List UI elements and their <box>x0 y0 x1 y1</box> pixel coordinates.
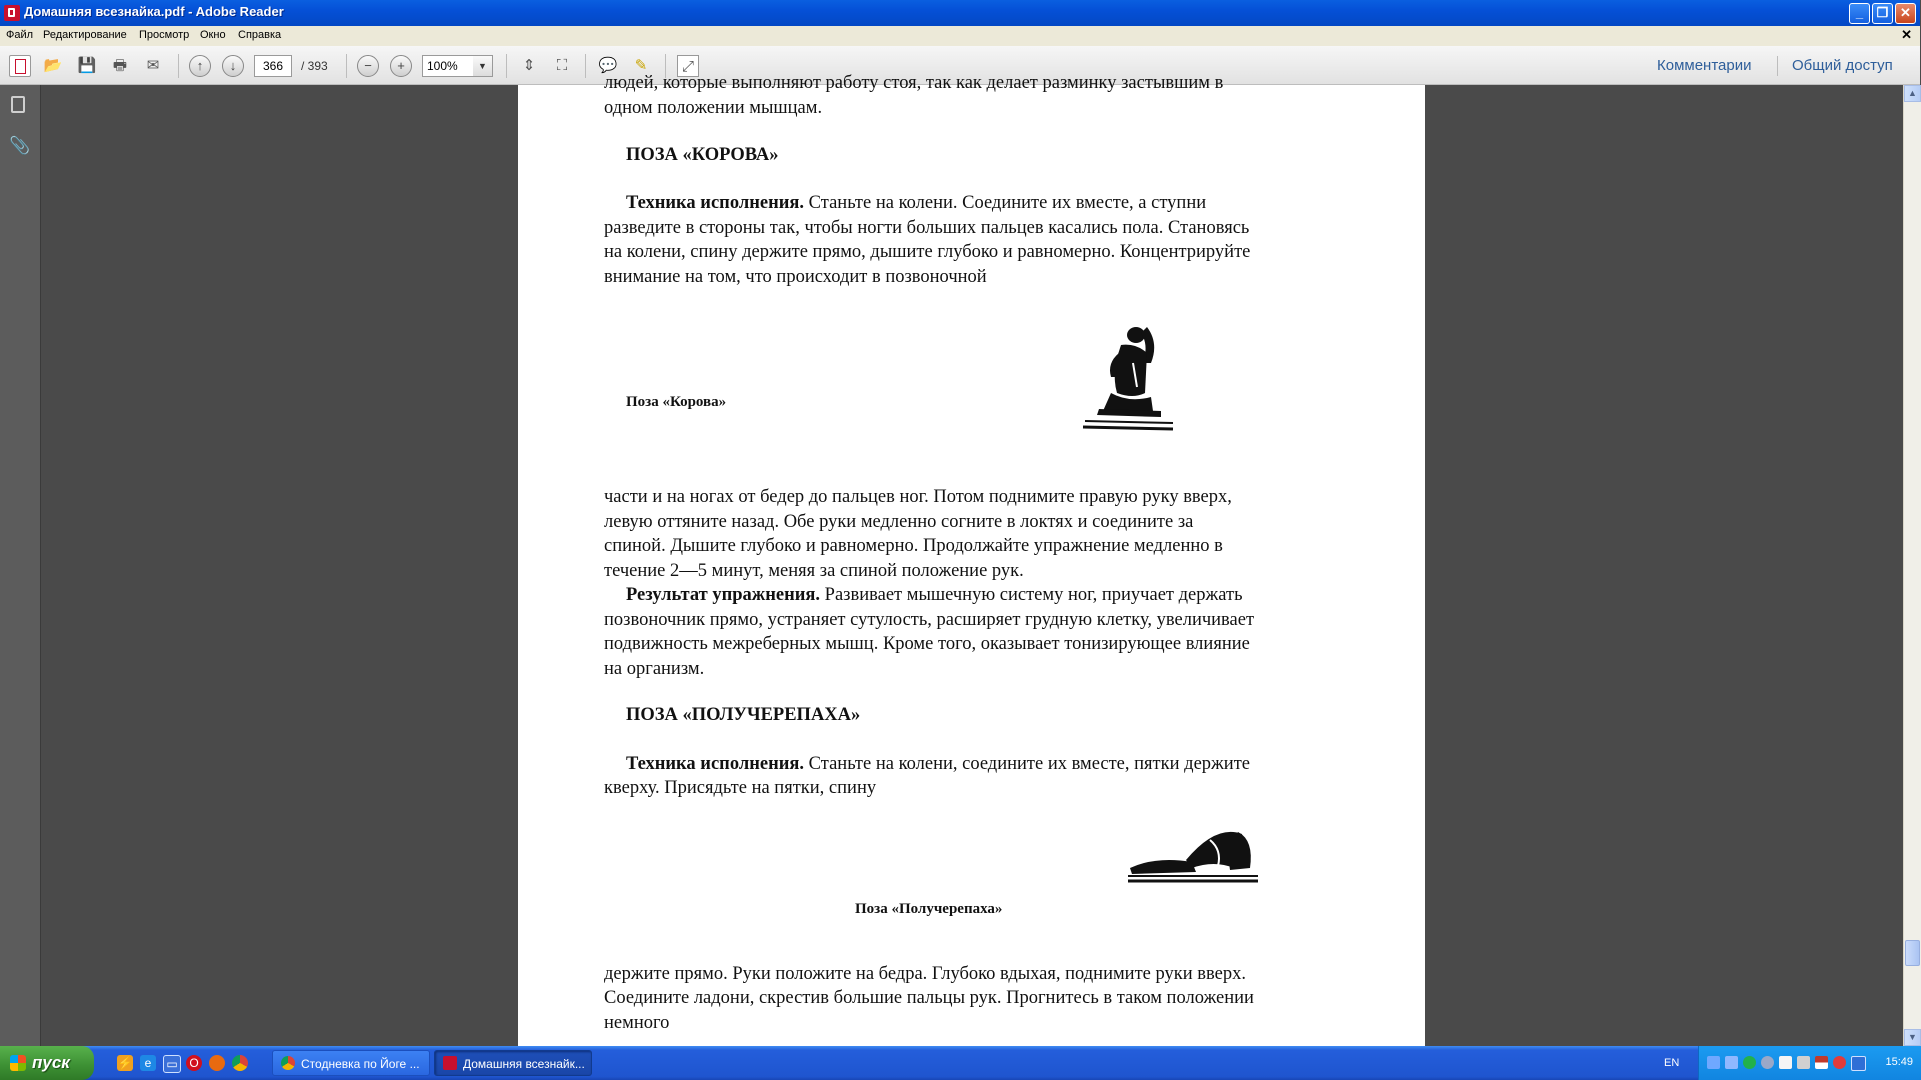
page-total: / 393 <box>301 59 328 73</box>
show-desktop-icon[interactable]: ▭ <box>163 1055 181 1073</box>
open-file-icon[interactable]: 📂 <box>43 57 63 74</box>
fit-page-width-icon[interactable]: ⇕ <box>522 57 536 74</box>
scrollbar-thumb[interactable] <box>1905 940 1920 966</box>
cow-pose-illustration <box>1081 323 1177 433</box>
page-thumbnails-icon[interactable] <box>11 96 25 113</box>
start-button[interactable] <box>0 1046 94 1080</box>
half-turtle-pose-illustration <box>1126 820 1260 884</box>
text-line: кверху. Присядьте на пятки, спину <box>604 778 877 798</box>
menu-bar <box>0 26 1920 47</box>
windows-logo-icon <box>10 1055 26 1071</box>
comments-panel-link[interactable]: Комментарии <box>1657 57 1752 74</box>
chrome-icon <box>281 1056 295 1070</box>
text-line: на организм. <box>604 659 705 679</box>
menu-view[interactable]: Просмотр <box>139 29 190 41</box>
highlight-text-icon[interactable]: ✎ <box>634 57 648 74</box>
sticky-note-comment-icon[interactable]: 💬 <box>598 57 618 74</box>
taskbar-item-browser[interactable] <box>272 1050 430 1076</box>
text-line: внимание на том, что происходит в позвоночной <box>604 267 987 287</box>
firefox-icon[interactable] <box>209 1055 225 1071</box>
internet-explorer-icon[interactable]: e <box>140 1055 156 1071</box>
start-button-label: пуск <box>32 1053 70 1072</box>
text-line: людей, которые выполняют работу стоя, так как делает разминку застывшим в <box>604 73 1224 93</box>
next-page-icon[interactable]: ↓ <box>222 55 244 77</box>
text-line: подвижность межреберных мышц. Кроме того, оказывает тонизирующее влияние <box>604 634 1250 654</box>
scroll-down-arrow-icon[interactable]: ▼ <box>1904 1029 1921 1046</box>
messenger-icon[interactable] <box>1779 1056 1792 1069</box>
zoom-dropdown-chevron-icon[interactable]: ▼ <box>473 55 493 77</box>
text-line: держите прямо. Руки положите на бедра. Глубоко вдыхая, поднимите руки вверх. <box>604 964 1246 984</box>
text-line: немного <box>604 1013 670 1033</box>
title-bar <box>0 0 1920 26</box>
text-line: левую оттяните назад. Обе руки медленно согните в локтях и соедините за <box>604 512 1194 532</box>
technique-label: Техника исполнения. <box>626 193 805 213</box>
vertical-scrollbar[interactable] <box>1903 85 1921 1046</box>
menu-window[interactable]: Окно <box>200 29 226 41</box>
technique-text: Станьте на колени. Соедините их вместе, а ступни <box>804 193 1207 213</box>
toolbar-separator <box>1777 56 1778 76</box>
zoom-level-input[interactable]: 100% <box>422 55 474 77</box>
taskbar-item-label: Домашняя всезнайк... <box>463 1057 585 1071</box>
toolbar-separator <box>346 54 347 78</box>
taskbar-item-adobe-reader[interactable] <box>434 1050 592 1076</box>
section-heading-cow-pose: ПОЗА «КОРОВА» <box>626 145 779 165</box>
fit-whole-page-icon[interactable]: ⛶ <box>556 57 568 74</box>
network-icon[interactable] <box>1707 1056 1720 1069</box>
adobe-reader-app-icon[interactable] <box>4 5 20 21</box>
print-icon[interactable]: 🖶 <box>112 57 128 74</box>
text-line: позвоночник прямо, устраняет сутулость, расширяет грудную клетку, увеличивает <box>604 610 1255 630</box>
window-title: Домашняя всезнайка.pdf - Adobe Reader <box>24 4 284 19</box>
adobe-reader-icon <box>443 1056 457 1070</box>
figure-caption-cow-pose: Поза «Корова» <box>626 394 727 410</box>
taskbar <box>0 1046 1920 1080</box>
flag-icon[interactable] <box>1815 1056 1828 1069</box>
share-panel-link[interactable]: Общий доступ <box>1792 57 1893 74</box>
navigation-pane <box>0 85 41 1046</box>
figure-caption-half-turtle-pose: Поза «Получерепаха» <box>855 901 1003 917</box>
technique-paragraph-first-line <box>604 191 1386 216</box>
previous-page-icon[interactable]: ↑ <box>189 55 211 77</box>
close-button[interactable]: ✕ <box>1895 3 1916 24</box>
section-heading-half-turtle-pose: ПОЗА «ПОЛУЧЕРЕПАХА» <box>626 705 861 725</box>
technique-label: Техника исполнения. <box>626 754 805 774</box>
menu-edit[interactable]: Редактирование <box>43 29 127 41</box>
text-line: на колени, спину держите прямо, дышите глубоко и равномерно. Концентрируйте <box>604 242 1251 262</box>
minimize-button[interactable]: _ <box>1849 3 1870 24</box>
page-number-input[interactable]: 366 <box>254 55 292 77</box>
antivirus-icon[interactable] <box>1743 1056 1756 1069</box>
update-icon[interactable] <box>1761 1056 1774 1069</box>
system-clock[interactable]: 15:49 <box>1885 1056 1913 1068</box>
system-tray <box>1698 1046 1921 1080</box>
quicklaunch-app-icon[interactable]: ⚡ <box>117 1056 133 1070</box>
email-icon[interactable]: ✉ <box>146 57 160 74</box>
volume-icon[interactable] <box>1797 1056 1810 1069</box>
attachments-paperclip-icon[interactable]: 📎 <box>9 136 31 155</box>
result-paragraph-first-line <box>604 583 1386 608</box>
alert-icon[interactable] <box>1833 1056 1846 1069</box>
scroll-up-arrow-icon[interactable]: ▲ <box>1904 85 1921 102</box>
technique-text: Станьте на колени, соедините их вместе, пятки держите <box>804 754 1251 774</box>
text-line: Соедините ладони, скрестив большие пальцы рук. Прогнитесь в таком положении <box>604 988 1254 1008</box>
full-screen-icon[interactable]: ⤢ <box>677 55 699 77</box>
zoom-in-icon[interactable]: + <box>390 55 412 77</box>
chrome-icon[interactable] <box>232 1055 248 1071</box>
text-line: течение 2—5 минут, меняя за спиной положение рук. <box>604 561 1024 581</box>
save-icon[interactable]: 💾 <box>77 57 97 74</box>
text-line: спиной. Дышите глубоко и равномерно. Продолжайте упражнение медленно в <box>604 536 1223 556</box>
menu-file[interactable]: Файл <box>6 29 34 41</box>
opera-icon[interactable]: O <box>186 1055 202 1071</box>
device-icon[interactable] <box>1851 1056 1866 1071</box>
text-line: разведите в стороны так, чтобы ногти больших пальцев касались пола. Становясь <box>604 218 1250 238</box>
taskbar-item-label: Стодневка по Йоге ... <box>301 1057 420 1071</box>
document-viewport[interactable] <box>41 73 1902 1046</box>
create-pdf-icon[interactable] <box>9 55 31 77</box>
maximize-button[interactable]: ❐ <box>1872 3 1893 24</box>
technique-paragraph-first-line <box>604 752 1386 777</box>
toolbar-separator <box>585 54 586 78</box>
pdf-page <box>518 73 1425 1046</box>
zoom-out-icon[interactable]: − <box>357 55 379 77</box>
toolbar-separator <box>506 54 507 78</box>
language-indicator[interactable]: EN <box>1664 1057 1680 1069</box>
menu-help[interactable]: Справка <box>238 29 282 41</box>
toolbar-separator <box>178 54 179 78</box>
result-text: Развивает мышечную систему ног, приучает держать <box>820 585 1243 605</box>
text-line: одном положении мышцам. <box>604 98 823 118</box>
network-icon[interactable] <box>1725 1056 1738 1069</box>
document-close-icon[interactable]: ✕ <box>1901 27 1912 42</box>
result-label: Результат упражнения. <box>626 585 821 605</box>
text-line: части и на ногах от бедер до пальцев ног. Потом поднимите правую руку вверх, <box>604 487 1232 507</box>
